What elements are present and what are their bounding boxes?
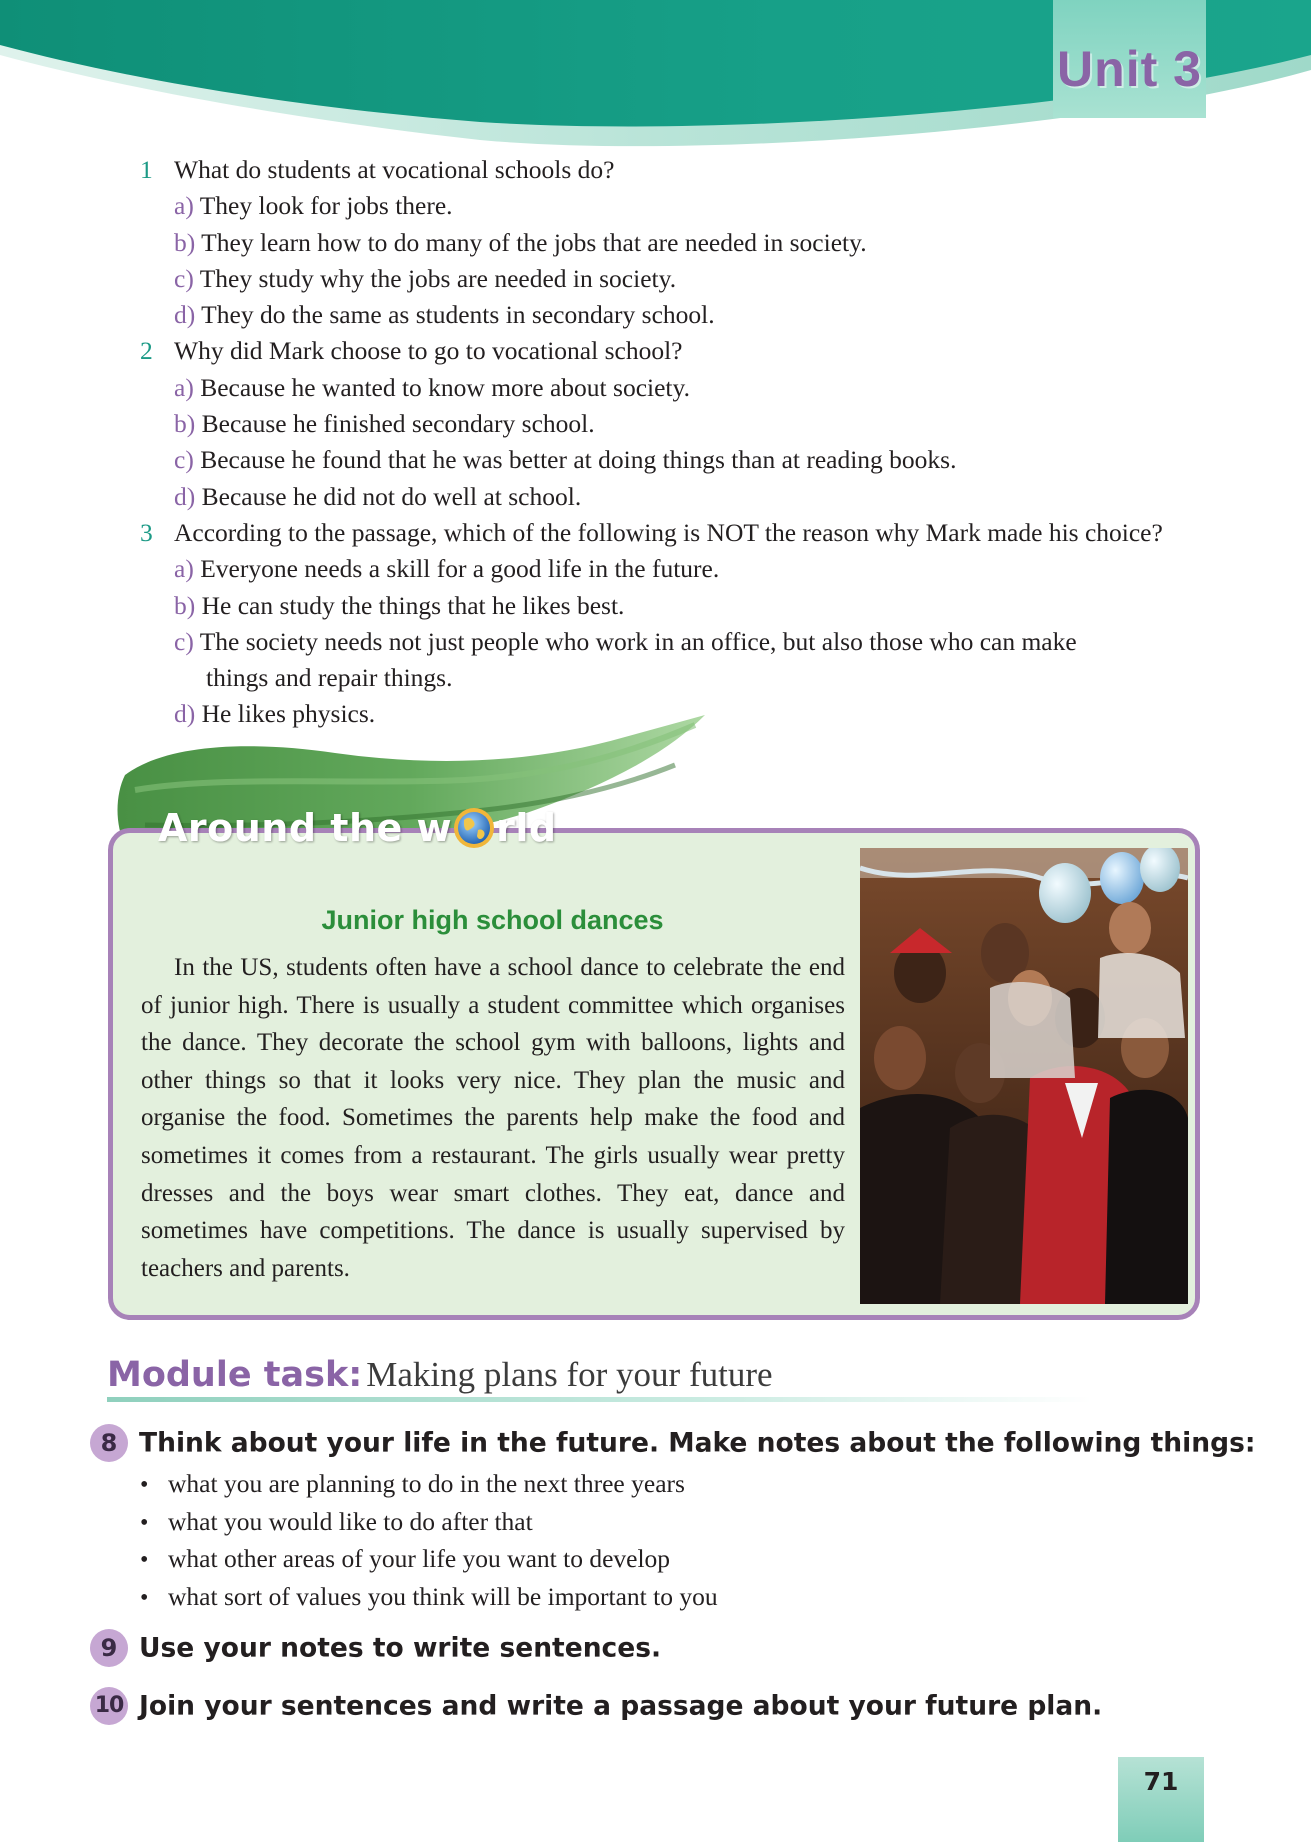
bullet-icon: •	[140, 1509, 149, 1536]
notes-bullet-list	[140, 1466, 718, 1616]
module-task-heading	[107, 1355, 773, 1395]
answer-option	[140, 442, 1230, 478]
question-number: 2	[140, 336, 153, 366]
answer-option	[140, 261, 1230, 297]
option-letter: a)	[174, 372, 194, 402]
option-letter: b)	[174, 409, 196, 439]
unit-title: Unit 3	[1057, 41, 1202, 97]
task-instruction: Use your notes to write sentences.	[139, 1632, 662, 1664]
page-number: 71	[1143, 1767, 1179, 1796]
answer-option	[140, 370, 1230, 406]
school-dance-photo	[860, 848, 1188, 1304]
bullet-text: what sort of values you think will be important to you	[168, 1581, 718, 1611]
answer-option	[140, 406, 1230, 442]
task-number-badge: 10	[90, 1687, 128, 1725]
bullet-text: what you would like to do after that	[168, 1506, 533, 1536]
task-9	[90, 1629, 661, 1667]
task-number-badge: 8	[90, 1424, 128, 1462]
option-text: They look for jobs there.	[199, 191, 453, 221]
option-text: Because he finished secondary school.	[201, 409, 595, 439]
answer-option	[140, 188, 1230, 224]
question-3	[140, 515, 1230, 551]
option-text: They do the same as students in secondary school.	[201, 300, 715, 330]
list-item	[140, 1541, 718, 1579]
option-letter: c)	[174, 626, 194, 656]
option-letter: a)	[174, 554, 194, 584]
question-list	[140, 152, 1230, 733]
option-letter: b)	[174, 227, 196, 257]
task-number-badge: 9	[90, 1629, 128, 1667]
question-number: 1	[140, 155, 153, 184]
option-text: He can study the things that he likes best.	[201, 590, 625, 620]
article-paragraph: In the US, students often have a school dance to celebrate the end of junior high. There is usually a student committee which organises the dance. They decorate the school gym with balloons, lights and other things so that it looks very nice. They plan the music and organise the food. Sometimes the parents help make the food and sometimes it comes from a restaurant. The girls usually wear pretty dresses and the boys wear smart clothes. They eat, dance and sometimes have competitions. The dance is usually supervised by teachers and parents.	[141, 954, 845, 1282]
bullet-icon: •	[140, 1547, 149, 1573]
list-item	[140, 1504, 718, 1542]
article-body	[141, 949, 845, 1287]
answer-option	[140, 225, 1230, 261]
question-text: Why did Mark choose to go to vocational school?	[174, 336, 683, 366]
article-title: Junior high school dances	[321, 905, 664, 935]
option-letter: a)	[174, 191, 194, 221]
world-title-start: Around the w	[158, 806, 453, 850]
option-letter: d)	[174, 699, 196, 729]
module-task-underline	[107, 1397, 1092, 1402]
answer-option	[140, 588, 1230, 624]
question-1	[140, 152, 1230, 188]
module-task-label: Module task:	[107, 1355, 363, 1395]
question-text: What do students at vocational schools do?	[174, 155, 615, 184]
option-letter: c)	[174, 445, 194, 475]
option-text: Because he found that he was better at doing things than at reading books.	[200, 445, 957, 475]
answer-option	[140, 551, 1230, 587]
option-text: They learn how to do many of the jobs that are needed in society.	[201, 227, 867, 257]
option-text: Because he wanted to know more about society.	[200, 372, 690, 402]
task-instruction: Join your sentences and write a passage about your future plan.	[139, 1690, 1103, 1722]
bullet-text: what other areas of your life you want to develop	[168, 1544, 671, 1573]
answer-option	[140, 624, 1230, 660]
answer-option	[140, 297, 1230, 333]
task-instruction: Think about your life in the future. Make notes about the following things:	[139, 1427, 1256, 1459]
option-text: They study why the jobs are needed in society.	[199, 263, 677, 293]
option-text: Everyone needs a skill for a good life in the future.	[200, 554, 720, 584]
bullet-icon: •	[140, 1584, 149, 1611]
task-8	[90, 1424, 1255, 1462]
globe-icon	[452, 806, 496, 850]
bullet-text: what you are planning to do in the next three years	[168, 1469, 685, 1498]
list-item	[140, 1579, 718, 1617]
option-letter: c)	[174, 263, 194, 293]
option-letter: d)	[174, 300, 196, 330]
option-letter: d)	[174, 481, 196, 511]
question-2	[140, 333, 1230, 369]
world-title-end: rld	[496, 806, 557, 850]
option-text: The society needs not just people who work in an office, but also those who can make	[199, 626, 1077, 656]
answer-option	[140, 479, 1230, 515]
option-text-continued: things and repair things.	[206, 663, 453, 693]
bullet-icon: •	[140, 1472, 149, 1498]
question-text: According to the passage, which of the following is NOT the reason why Mark made his choice?	[174, 517, 1163, 547]
module-task-subtitle: Making plans for your future	[366, 1355, 773, 1394]
option-text: Because he did not do well at school.	[201, 481, 582, 511]
around-the-world-title	[158, 806, 557, 850]
task-10	[90, 1687, 1102, 1725]
option-text: He likes physics.	[201, 699, 376, 729]
question-number: 3	[140, 517, 153, 547]
option-letter: b)	[174, 590, 196, 620]
list-item	[140, 1466, 718, 1504]
